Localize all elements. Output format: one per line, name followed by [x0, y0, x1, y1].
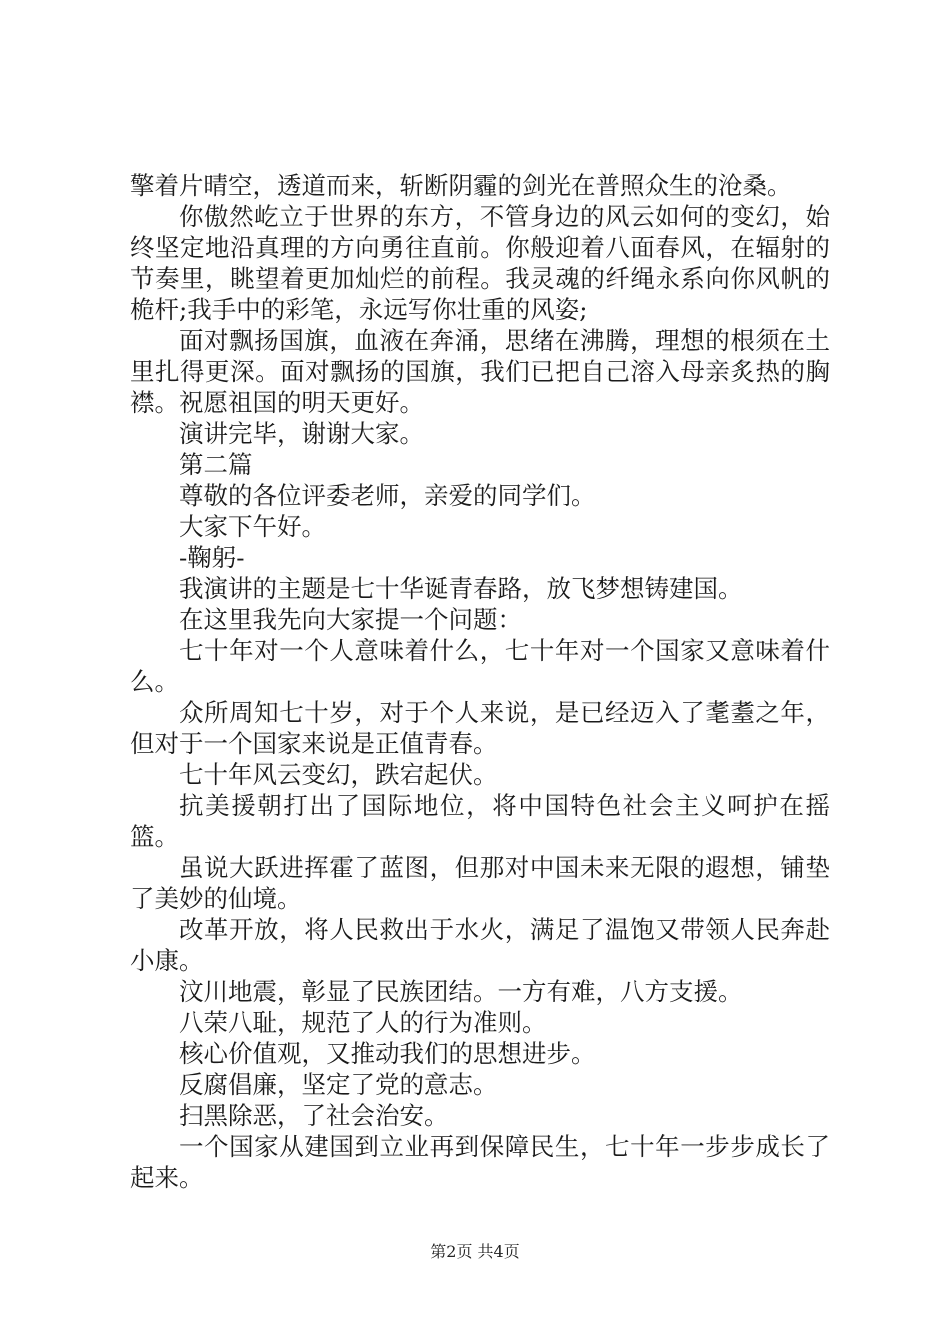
paragraph: 演讲完毕，谢谢大家。	[179, 419, 424, 448]
document-body	[130, 170, 830, 1193]
paragraph: 抗美援朝打出了国际地位，将中国特色社会主义呵护在摇篮。	[130, 791, 830, 851]
paragraph: 核心价值观，又推动我们的思想进步。	[179, 1039, 596, 1068]
paragraph: 虽说大跃进挥霍了蓝图，但那对中国未来无限的遐想，铺垫了美妙的仙境。	[130, 853, 830, 913]
paragraph: 八荣八耻，规范了人的行为准则。	[179, 1008, 547, 1037]
page-footer: 第2页 共4页	[430, 1242, 520, 1261]
paragraph: 汶川地震，彰显了民族团结。一方有难，八方支援。	[179, 977, 743, 1006]
paragraph: 七十年风云变幻，跌宕起伏。	[179, 760, 498, 789]
paragraph: 你傲然屹立于世界的东方，不管身边的风云如何的变幻，始终坚定地沿真理的方向勇往直前。你般迎着八面春风，在辐射的节奏里，眺望着更加灿烂的前程。我灵魂的纤绳永系向你风帆的桅杆;我手中的彩笔，永远写你壮重的风姿;	[130, 202, 830, 324]
paragraph: 擎着片晴空，透道而来，斩断阴霾的剑光在普照众生的沧桑。	[130, 171, 792, 200]
paragraph: 众所周知七十岁，对于个人来说，是已经迈入了耄耋之年，但对于一个国家来说是正值青春。	[130, 698, 830, 758]
paragraph: 扫黑除恶，了社会治安。	[179, 1101, 449, 1130]
paragraph: 改革开放，将人民救出于水火，满足了温饱又带领人民奔赴小康。	[130, 915, 830, 975]
paragraph: 面对飘扬国旗，血液在奔涌，思绪在沸腾，理想的根须在土里扎得更深。面对飘扬的国旗，我们已把自己溶入母亲炙热的胸襟。祝愿祖国的明天更好。	[130, 326, 830, 417]
paragraph: 在这里我先向大家提一个问题：	[179, 605, 522, 634]
paragraph: 一个国家从建国到立业再到保障民生，七十年一步步成长了起来。	[130, 1132, 830, 1192]
paragraph: -鞠躬-	[179, 543, 245, 572]
paragraph: 尊敬的各位评委老师，亲爱的同学们。	[179, 481, 596, 510]
paragraph: 反腐倡廉，坚定了党的意志。	[179, 1070, 498, 1099]
paragraph: 大家下午好。	[179, 512, 326, 541]
paragraph: 七十年对一个人意味着什么，七十年对一个国家又意味着什么。	[130, 636, 830, 696]
paragraph: 第二篇	[179, 450, 253, 479]
paragraph: 我演讲的主题是七十华诞青春路，放飞梦想铸建国。	[179, 574, 743, 603]
